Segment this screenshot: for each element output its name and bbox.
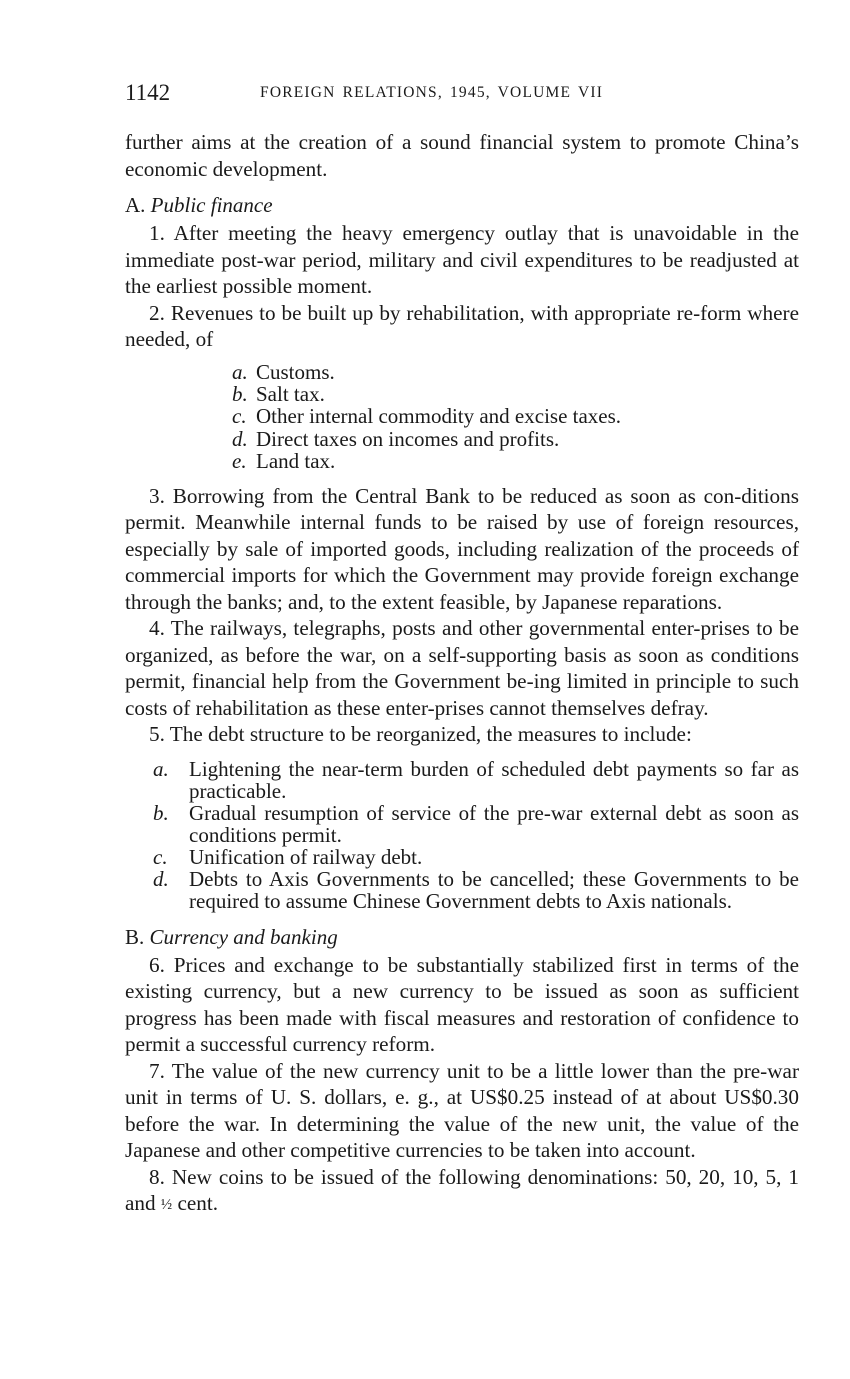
section-a-heading [125, 192, 799, 218]
item-text: Direct taxes on incomes and profits. [256, 426, 560, 451]
item-label: c. [153, 844, 168, 869]
item-label: d. [232, 426, 248, 451]
paragraph-3: 3. Borrowing from the Central Bank to be reduced as soon as con-ditions permit. Meanwhile internal funds to be raised by use of foreign resources, especially by sale of imported goods, including realization of the proceeds of commercial imports for which the Government may provide foreign exchange through the banks; and, to the extent feasible, by Japanese reparations. [125, 483, 799, 614]
paragraph-4: 4. The railways, telegraphs, posts and other governmental enter-prises to be organized, as before the war, on a self-supporting basis as soon as conditions permit, financial help from the Government be-ing limited in principle to such costs of rehabilitation as these enter-prises cannot themselves defray. [125, 616, 799, 720]
list-item [232, 405, 799, 427]
paragraph-6: 6. Prices and exchange to be substantially stabilized first in terms of the existing currency, but a new currency to be issued as soon as sufficient progress has been made with fiscal measures and restoration of confidence to permit a successful currency reform. [125, 952, 799, 1057]
list-item [153, 756, 799, 803]
section-b-title: Currency and banking [149, 924, 338, 949]
item-text: Debts to Axis Governments to be cancelled; these Governments to be required to assume Chinese Government debts to Axis nationals. [189, 866, 799, 913]
list-item [153, 844, 799, 869]
list-item [232, 450, 799, 472]
paragraph-2: 2. Revenues to be built up by rehabilitation, with appropriate re-form where needed, of [125, 300, 799, 351]
fraction-half: ½ [160, 1197, 173, 1214]
section-b-letter: B. [125, 924, 145, 949]
item-text: Lightening the near-term burden of scheduled debt payments so far as practicable. [189, 756, 799, 803]
item-label: e. [232, 449, 247, 474]
section-b-heading [125, 924, 799, 950]
revenue-list [232, 361, 799, 473]
paragraph-7: 7. The value of the new currency unit to be a little lower than the pre-war unit in terms of U. S. dollars, e. g., at US$0.25 instead of at about US$0.30 before the war. In determining the value of the new unit, the value of the Japanese and other competitive currencies to be taken into account. [125, 1058, 799, 1163]
item-label: b. [232, 381, 248, 406]
paragraph-5: 5. The debt structure to be reorganized, the measures to include: [149, 722, 692, 747]
item-text: Land tax. [256, 449, 336, 474]
section-a-title: Public finance [150, 193, 273, 217]
paragraph-1: 1. After meeting the heavy emergency outlay that is unavoidable in the immediate post-war period, military and civil expenditures to be readjusted at the earliest possible moment. [125, 221, 799, 298]
item-label: a. [232, 359, 248, 384]
item-text: Other internal commodity and excise taxes. [256, 404, 622, 429]
debt-measures-list [153, 756, 799, 913]
item-text: Gradual resumption of service of the pre-war external debt as soon as conditions permit. [189, 800, 799, 847]
intro-paragraph: further aims at the creation of a sound financial system to promote China’s economic development. [125, 130, 799, 181]
list-item [153, 866, 799, 913]
list-item [232, 383, 799, 405]
page-number: 1142 [125, 80, 171, 105]
paragraph-8-text: 8. New coins to be issued of the following denominations: 50, 20, 10, 5, 1 and [125, 1164, 799, 1216]
item-label: a. [153, 756, 169, 781]
item-text: Customs. [256, 359, 335, 384]
running-header [125, 80, 799, 112]
section-a-letter: A. [125, 193, 146, 217]
document-page [125, 80, 799, 1219]
item-label: b. [153, 800, 169, 825]
paragraph-8-end: cent. [177, 1191, 219, 1216]
paragraph-8 [125, 1164, 799, 1219]
item-label: c. [232, 404, 247, 429]
item-label: d. [153, 866, 169, 891]
item-text: Salt tax. [256, 381, 325, 406]
list-item [153, 800, 799, 847]
item-text: Unification of railway debt. [189, 844, 423, 869]
list-item [232, 428, 799, 450]
list-item [232, 361, 799, 383]
running-title: FOREIGN RELATIONS, 1945, VOLUME VII [260, 84, 604, 101]
